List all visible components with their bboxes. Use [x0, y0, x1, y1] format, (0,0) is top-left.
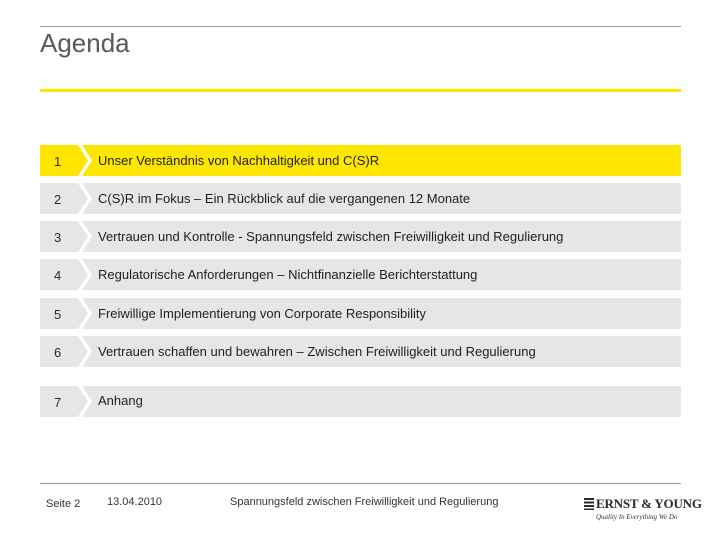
page-number: Seite 2	[46, 498, 81, 510]
logo-wordmark: ERNST & YOUNG	[596, 496, 702, 511]
agenda-item-label: C(S)R im Fokus – Ein Rückblick auf die vergangenen 12 Monate	[98, 191, 471, 206]
agenda-item-number: 7	[54, 395, 62, 410]
agenda-item-number: 6	[54, 345, 62, 360]
agenda-item-label: Freiwillige Implementierung von Corporate Responsibility	[98, 306, 427, 321]
agenda-item[interactable]	[40, 145, 681, 176]
agenda-label-bar	[82, 386, 681, 417]
agenda-item-number: 4	[54, 268, 62, 283]
agenda-item[interactable]	[40, 336, 681, 367]
agenda-item-number: 1	[54, 154, 62, 169]
company-logo	[584, 496, 702, 526]
agenda-item-label: Vertrauen schaffen und bewahren – Zwischen Freiwilligkeit und Regulierung	[98, 344, 536, 359]
agenda-item-label: Regulatorische Anforderungen – Nichtfinanzielle Berichterstattung	[98, 267, 478, 282]
logo-tagline: Quality In Everything We Do	[596, 513, 678, 521]
agenda-item-label: Vertrauen und Kontrolle - Spannungsfeld zwischen Freiwilligkeit und Regulierung	[98, 229, 564, 244]
agenda-item-number: 2	[54, 192, 62, 207]
ernst-young-logo-icon	[584, 498, 594, 510]
agenda-item[interactable]	[40, 259, 681, 290]
footer-date: 13.04.2010	[107, 496, 163, 508]
agenda-item[interactable]	[40, 386, 681, 417]
agenda-item[interactable]	[40, 221, 681, 252]
page-title: Agenda	[40, 28, 130, 58]
agenda-item-number: 3	[54, 230, 62, 245]
footer-subject: Spannungsfeld zwischen Freiwilligkeit und Regulierung	[230, 496, 499, 508]
agenda-item[interactable]	[40, 183, 681, 214]
agenda-item[interactable]	[40, 298, 681, 329]
agenda-item-label: Anhang	[98, 393, 143, 408]
agenda-item-number: 5	[54, 307, 62, 322]
footer-divider	[40, 483, 681, 484]
agenda-item-label: Unser Verständnis von Nachhaltigkeit und C(S)R	[98, 153, 380, 168]
